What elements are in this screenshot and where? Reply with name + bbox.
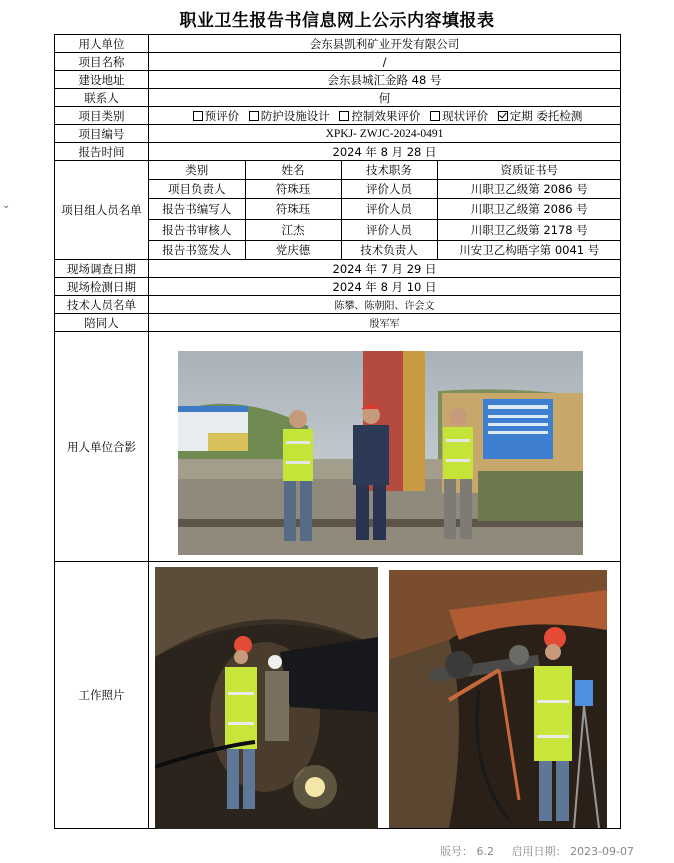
option-protection-design[interactable]: 防护设施设计 <box>243 109 330 123</box>
label-address: 建设地址 <box>55 71 149 89</box>
row-tech-staff <box>55 296 621 314</box>
team-role: 报告书编写人 <box>149 198 245 219</box>
value-project-type <box>149 107 621 125</box>
row-project-name <box>55 53 621 71</box>
team-title: 评价人员 <box>341 198 437 219</box>
row-test-date <box>55 278 621 296</box>
team-title: 技术负责人 <box>341 240 437 259</box>
work-photo-left-image <box>155 567 378 829</box>
label-report-time: 报告时间 <box>55 143 149 161</box>
value-project-no: XPKJ- ZWJC-2024-0491 <box>149 125 621 143</box>
work-photo-right <box>389 570 607 828</box>
label-work-photos: 工作照片 <box>55 562 149 829</box>
option-control-effect[interactable]: 控制效果评价 <box>333 109 420 123</box>
team-row <box>149 240 621 259</box>
chevron-down-icon[interactable]: ⌄ <box>2 200 11 211</box>
label-tech-staff: 技术人员名单 <box>55 296 149 314</box>
team-header-cert: 资质证书号 <box>437 161 621 179</box>
team-title: 评价人员 <box>341 179 437 198</box>
row-survey-date <box>55 260 621 278</box>
team-cert: 川安卫乙构晤字第 0041 号 <box>437 240 621 259</box>
team-name: 江杰 <box>245 219 341 240</box>
team-role: 报告书审核人 <box>149 219 245 240</box>
value-escort: 殷军军 <box>149 314 621 332</box>
team-header-row <box>149 161 621 179</box>
group-photo-image <box>178 351 583 555</box>
value-project-name: / <box>149 53 621 71</box>
value-employer: 会东县凯利矿业开发有限公司 <box>149 35 621 53</box>
label-project-name: 项目名称 <box>55 53 149 71</box>
checkbox-icon <box>339 111 349 121</box>
row-project-no <box>55 125 621 143</box>
label-project-type: 项目类别 <box>55 107 149 125</box>
team-role: 报告书签发人 <box>149 240 245 259</box>
team-role: 项目负责人 <box>149 179 245 198</box>
enable-date-label: 启用日期： 2023-09-07 <box>511 845 634 858</box>
team-row <box>149 179 621 198</box>
option-periodic-testing[interactable]: 定期 委托检测 <box>492 109 583 123</box>
option-status-evaluation[interactable]: 现状评价 <box>424 109 488 123</box>
page-title: 职业卫生报告书信息网上公示内容填报表 <box>179 11 495 31</box>
team-header-role: 类别 <box>149 161 245 179</box>
team-name: 党庆德 <box>245 240 341 259</box>
team-row <box>149 219 621 240</box>
team-header-name: 姓名 <box>245 161 341 179</box>
row-address <box>55 71 621 89</box>
team-cert: 川职卫乙级第 2086 号 <box>437 179 621 198</box>
label-test-date: 现场检测日期 <box>55 278 149 296</box>
row-report-time <box>55 143 621 161</box>
option-pre-evaluation[interactable]: 预评价 <box>187 109 240 123</box>
label-contact: 联系人 <box>55 89 149 107</box>
group-photo <box>178 351 583 555</box>
team-table <box>149 161 621 259</box>
row-project-type <box>55 107 621 125</box>
team-name: 符珠珏 <box>245 179 341 198</box>
row-employer <box>55 35 621 53</box>
work-photo-right-image <box>389 570 607 828</box>
version-label: 版号： 6.2 <box>440 845 495 858</box>
team-row <box>149 198 621 219</box>
row-team <box>55 161 621 260</box>
label-employer: 用人单位 <box>55 35 149 53</box>
team-cert: 川职卫乙级第 2086 号 <box>437 198 621 219</box>
row-contact <box>55 89 621 107</box>
value-address: 会东县城汇金路 48 号 <box>149 71 621 89</box>
team-title: 评价人员 <box>341 219 437 240</box>
value-test-date: 2024 年 8 月 10 日 <box>149 278 621 296</box>
label-project-no: 项目编号 <box>55 125 149 143</box>
team-name: 符珠珏 <box>245 198 341 219</box>
checkbox-icon <box>193 111 203 121</box>
value-report-time: 2024 年 8 月 28 日 <box>149 143 621 161</box>
label-escort: 陪同人 <box>55 314 149 332</box>
footer <box>426 843 634 859</box>
checkbox-checked-icon <box>498 111 508 121</box>
team-header-title: 技术职务 <box>341 161 437 179</box>
value-survey-date: 2024 年 7 月 29 日 <box>149 260 621 278</box>
work-photo-left <box>155 567 378 829</box>
team-cert: 川职卫乙级第 2178 号 <box>437 219 621 240</box>
label-team: 项目组人员名单 <box>55 161 149 260</box>
label-survey-date: 现场调查日期 <box>55 260 149 278</box>
value-contact: 何 <box>149 89 621 107</box>
checkbox-icon <box>430 111 440 121</box>
label-group-photo: 用人单位合影 <box>55 332 149 562</box>
checkbox-icon <box>249 111 259 121</box>
row-escort <box>55 314 621 332</box>
value-tech-staff: 陈攀、陈朝阳、许会文 <box>149 296 621 314</box>
